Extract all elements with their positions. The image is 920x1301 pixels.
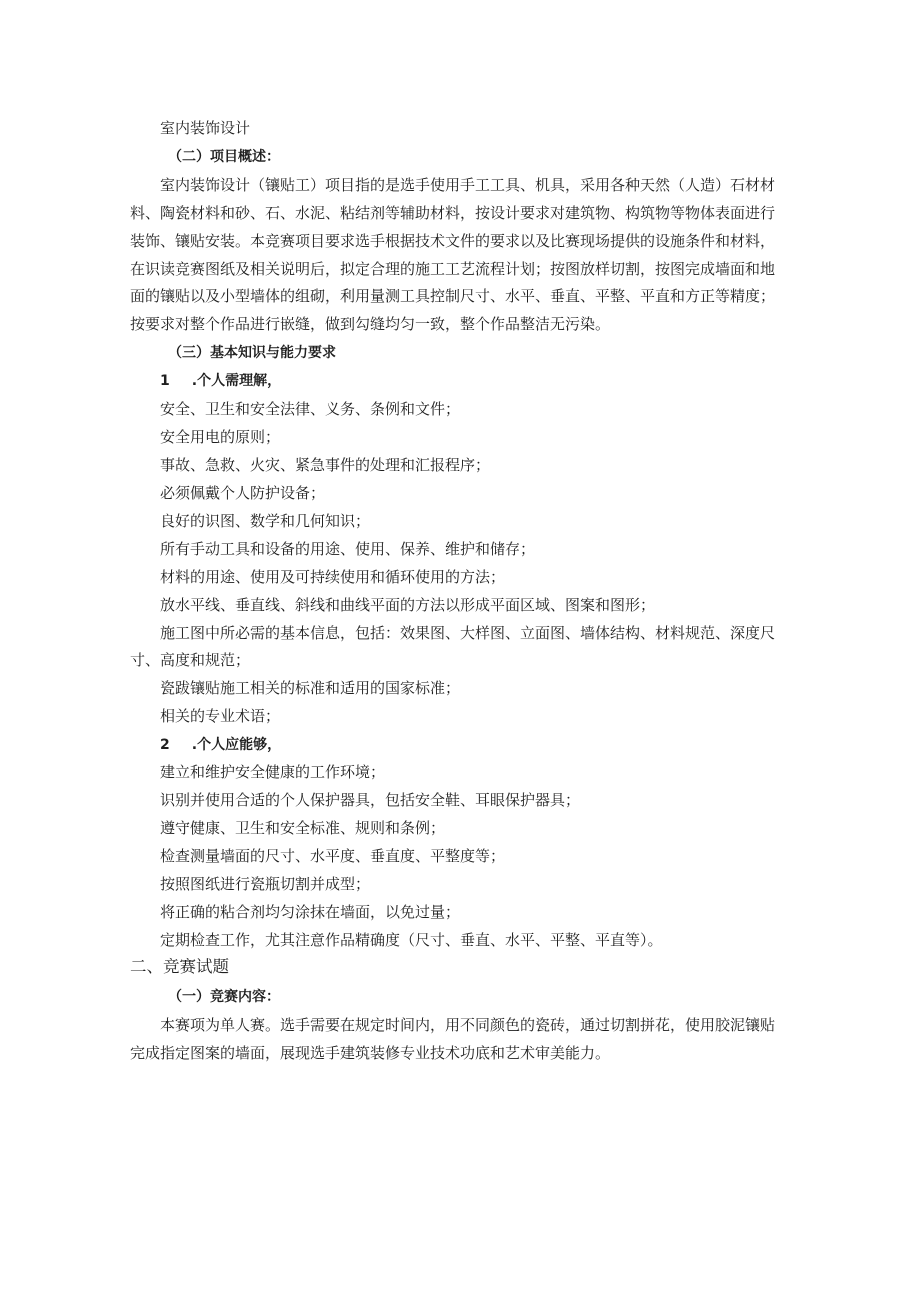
overview-line-3: 装饰、镶贴安装。本竞赛项目要求选手根据技术文件的要求以及比赛现场提供的设施条件和材料， — [130, 232, 776, 250]
overview-line-4: 在识读竞赛图纸及相关说明后，拟定合理的施工工艺流程计划；按图放样切割，按图完成墙面和地 — [130, 260, 776, 278]
understand-item: 施工图中所必需的基本信息，包括：效果图、大样图、立面图、墙体结构、材料规范、深度尺 — [160, 624, 776, 642]
content-line-1: 本赛项为单人赛。选手需要在规定时间内，用不同颜色的瓷砖，通过切割拼花，使用胶泥镶贴 — [160, 1016, 776, 1034]
content-heading: （一）竞赛内容： — [168, 989, 280, 1005]
able-label: .个人应能够， — [191, 737, 282, 753]
able-item: 识别并使用合适的个人保护器具，包括安全鞋、耳眼保护器具； — [160, 791, 581, 809]
understand-item: 瓷跋镶贴施工相关的标准和适用的国家标准； — [160, 679, 461, 697]
knowledge-heading: （三）基本知识与能力要求 — [168, 345, 336, 361]
understand-item: 必须佩戴个人防护设备； — [160, 484, 326, 502]
understand-label: .个人需理解， — [191, 373, 282, 389]
understand-heading — [160, 371, 281, 391]
understand-item: 相关的专业术语； — [160, 707, 281, 725]
able-item: 检查测量墙面的尺寸、水平度、垂直度、平整度等； — [160, 847, 506, 865]
section-two-heading: 二、竞赛试题 — [130, 957, 229, 976]
overview-line-2: 料、陶瓷材料和砂、石、水泥、粘结剂等辅助材料，按设计要求对建筑物、构筑物等物体表面进行 — [130, 204, 776, 222]
able-number: 2 — [160, 737, 170, 753]
understand-item: 所有手动工具和设备的用途、使用、保养、维护和储存； — [160, 540, 536, 558]
able-item: 按照图纸进行瓷瓶切割并成型； — [160, 875, 371, 893]
understand-number: 1 — [160, 373, 170, 389]
able-item: 将正确的粘合剂均匀涂抹在墙面，以免过量； — [160, 903, 461, 921]
understand-item: 放水平线、垂直线、斜线和曲线平面的方法以形成平面区域、图案和图形； — [160, 596, 656, 614]
able-heading — [160, 735, 281, 755]
content-line-2: 完成指定图案的墙面，展现选手建筑装修专业技术功底和艺术审美能力。 — [130, 1044, 611, 1062]
able-item: 定期检查工作，尤其注意作品精确度（尺寸、垂直、水平、平整、平直等）。 — [160, 931, 663, 949]
overview-heading: （二）项目概述： — [168, 149, 280, 165]
understand-item-continued: 寸、高度和规范； — [130, 651, 251, 669]
overview-line-6: 按要求对整个作品进行嵌缝，做到勾缝均匀一致，整个作品整洁无污染。 — [130, 315, 611, 333]
understand-item: 良好的识图、数学和几何知识； — [160, 512, 371, 530]
overview-line-5: 面的镶贴以及小型墙体的组砌，利用量测工具控制尺寸、水平、垂直、平整、平直和方正等精度； — [130, 287, 776, 305]
able-item: 建立和维护安全健康的工作环境； — [160, 763, 386, 781]
understand-item: 安全用电的原则； — [160, 428, 281, 446]
understand-item: 材料的用途、使用及可持续使用和循环使用的方法； — [160, 568, 506, 586]
lead-title: 室内装饰设计 — [160, 119, 251, 137]
overview-line-1: 室内装饰设计（镶贴工）项目指的是选手使用手工工具、机具，采用各种天然（人造）石材材 — [160, 176, 776, 194]
understand-item: 安全、卫生和安全法律、义务、条例和文件； — [160, 400, 461, 418]
able-item: 遵守健康、卫生和安全标准、规则和条例； — [160, 819, 446, 837]
understand-item: 事故、急救、火灾、紧急事件的处理和汇报程序； — [160, 456, 491, 474]
